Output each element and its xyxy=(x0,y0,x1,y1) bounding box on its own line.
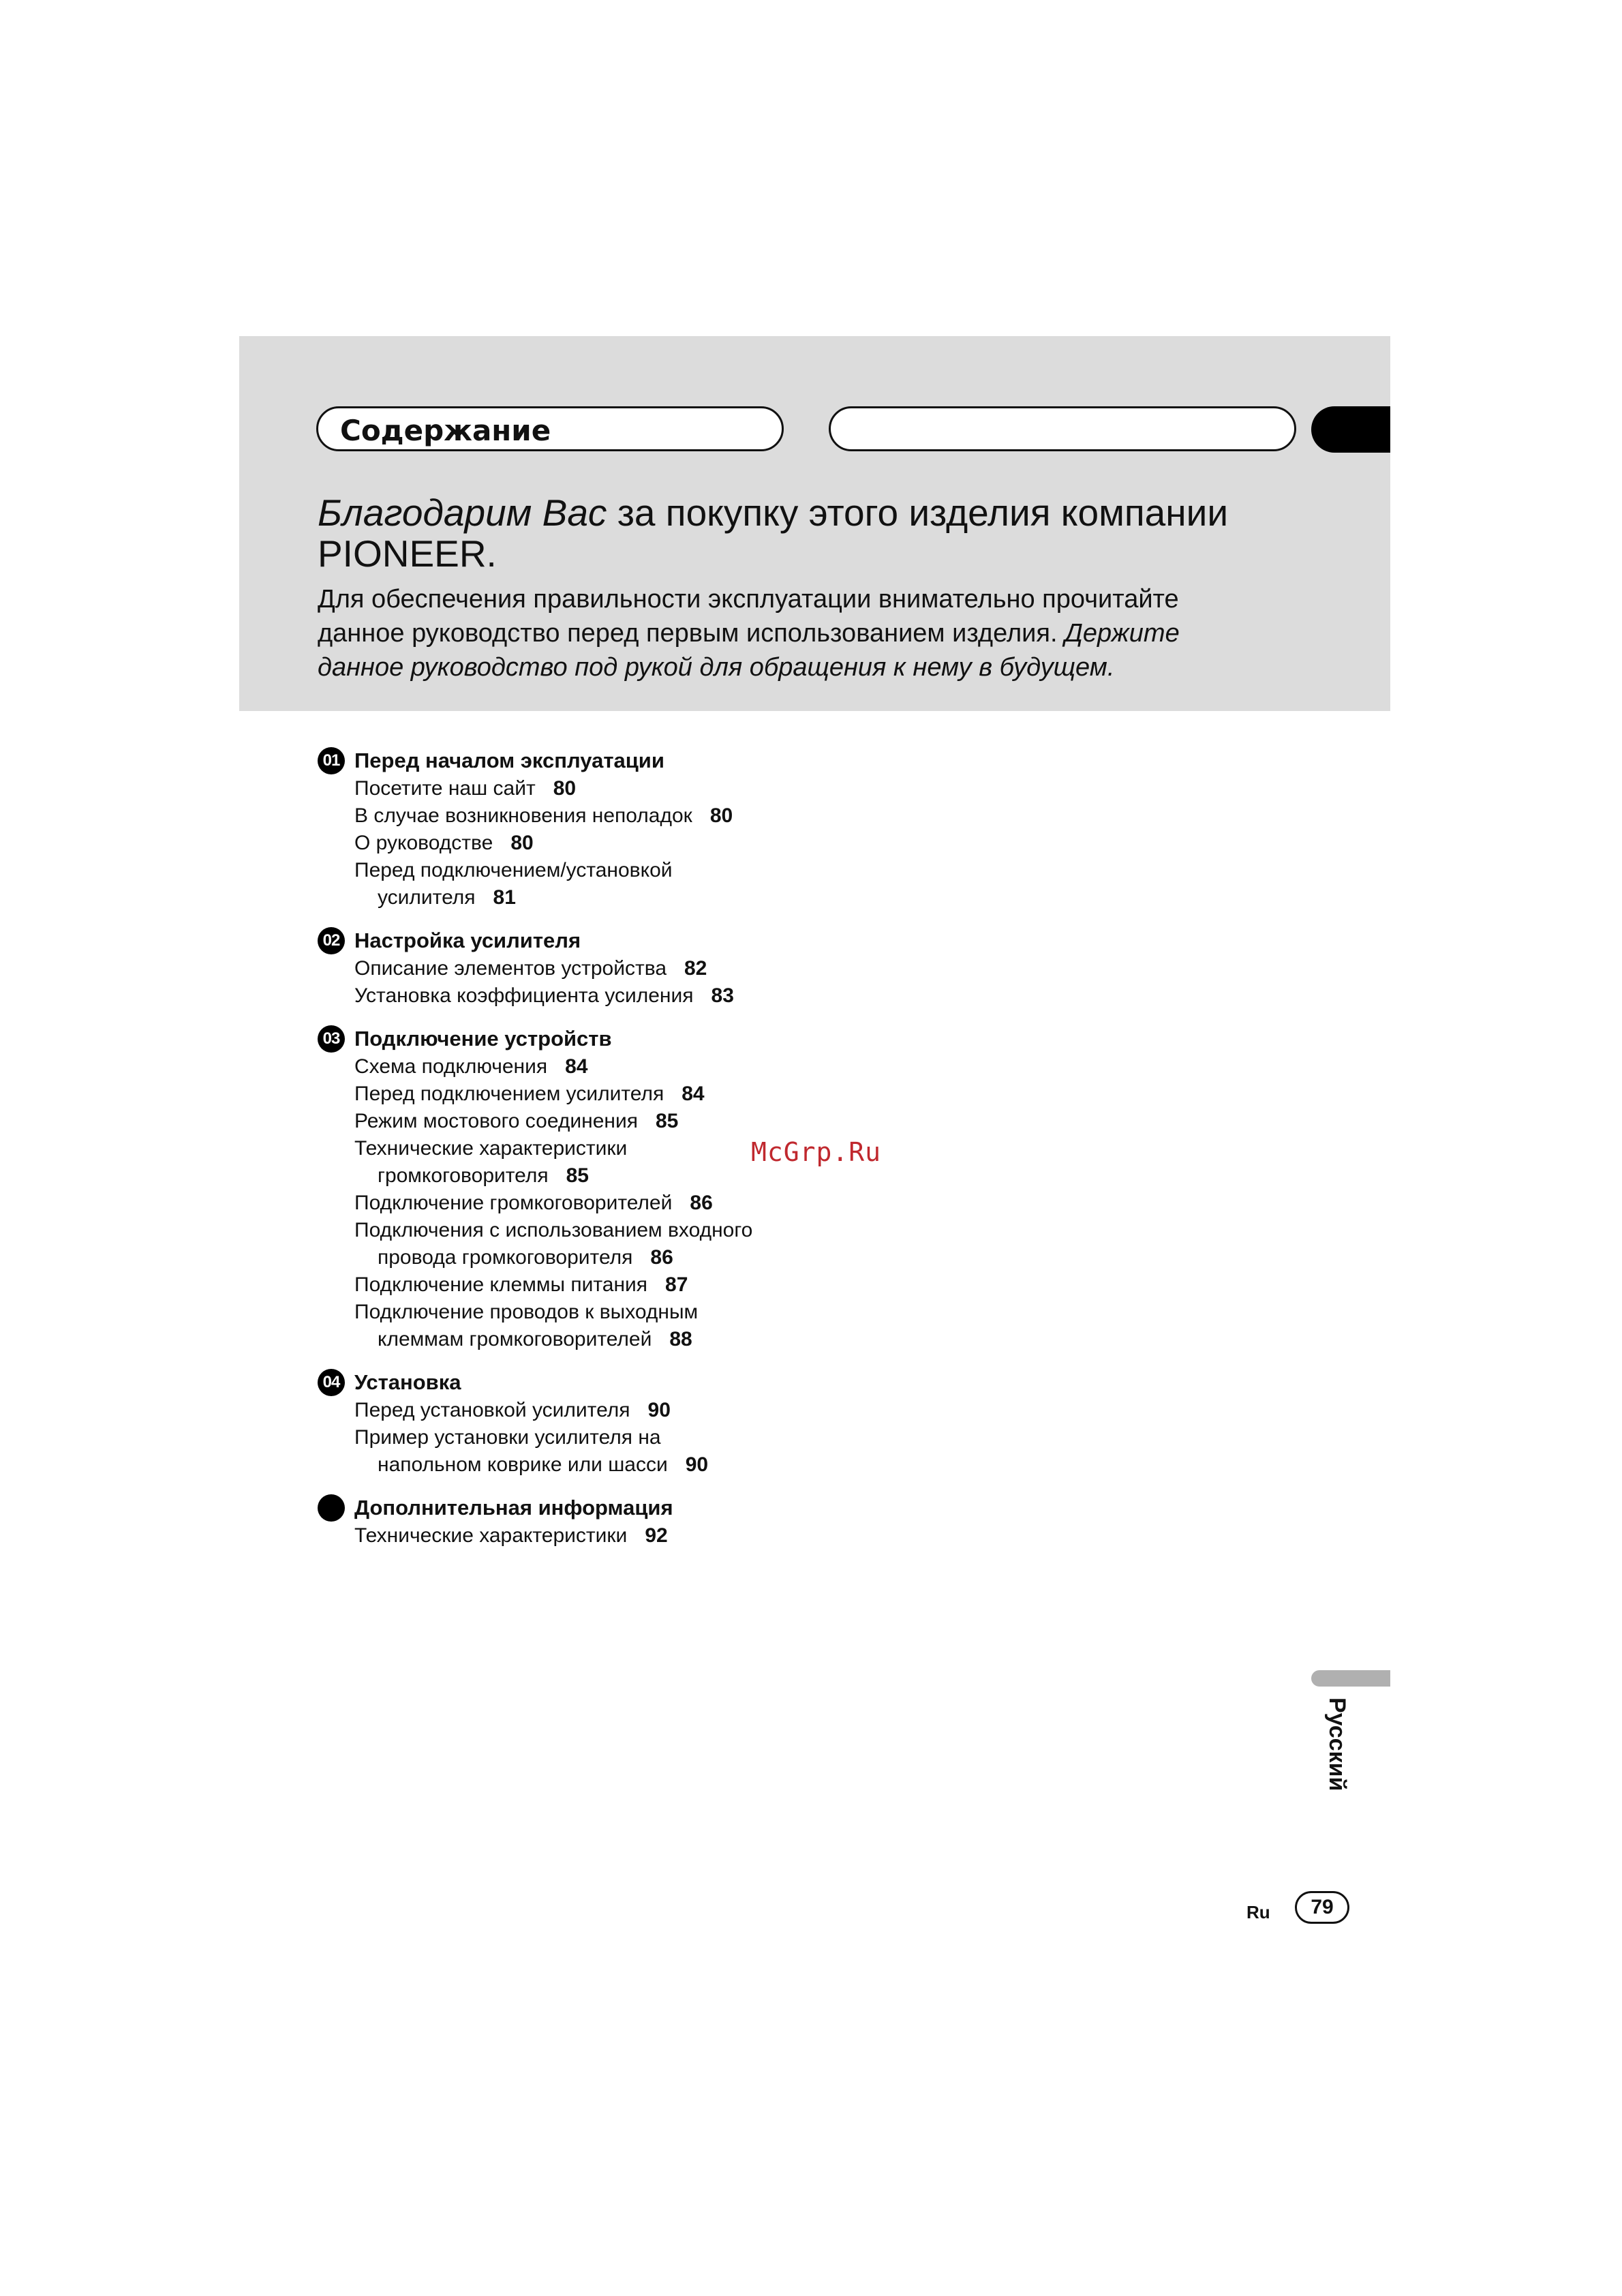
language-label: Русский xyxy=(1324,1697,1350,1792)
toc-entry-page: 80 xyxy=(510,832,534,854)
section-number-badge: 03 xyxy=(318,1025,345,1053)
toc-section xyxy=(318,1368,999,1479)
toc-entry-page: 92 xyxy=(645,1524,668,1547)
toc-entry-page: 90 xyxy=(647,1399,671,1421)
empty-header-pill xyxy=(829,406,1296,451)
toc-entry-page: 84 xyxy=(565,1055,588,1078)
contents-title-pill xyxy=(316,406,784,451)
intro-body-italic: Держите данное руководство под рукой для обращения к нему в будущем. xyxy=(318,619,1180,682)
toc-entry-page: 85 xyxy=(655,1110,679,1132)
toc-entry-page: 83 xyxy=(711,984,734,1007)
toc-entry-label: Перед установкой усилителя xyxy=(354,1399,630,1421)
toc-section-heading[interactable] xyxy=(318,1025,999,1053)
toc-entry-label-continued xyxy=(354,1326,999,1353)
toc-section-title: Дополнительная информация xyxy=(354,1496,673,1520)
toc-entry[interactable] xyxy=(318,1135,999,1190)
toc-entry[interactable] xyxy=(318,1271,999,1299)
section-number-badge: 01 xyxy=(318,747,345,774)
section-number-badge: 02 xyxy=(318,927,345,954)
toc-entry-page: 80 xyxy=(709,804,733,827)
toc-entry-page: 86 xyxy=(690,1192,713,1214)
toc-section-heading[interactable] xyxy=(318,926,999,955)
toc-section xyxy=(318,746,999,911)
intro-heading xyxy=(318,492,1340,574)
toc-entry-label-line2: усилителя xyxy=(378,886,476,909)
toc-entry-label-line2: клеммам громкоговорителей xyxy=(378,1328,652,1350)
toc-entry[interactable] xyxy=(318,1108,999,1135)
toc-entry-page: 87 xyxy=(665,1273,688,1296)
toc-entry[interactable] xyxy=(318,982,999,1010)
toc-entry-label: Технические характеристики xyxy=(354,1524,628,1547)
toc-entry[interactable] xyxy=(318,1397,999,1424)
toc-entry[interactable] xyxy=(318,955,999,982)
toc-section-title: Установка xyxy=(354,1370,461,1394)
table-of-contents xyxy=(318,746,999,1565)
section-tab-marker xyxy=(1311,406,1390,453)
toc-entry-label: В случае возникновения неполадок xyxy=(354,804,692,827)
toc-entry-label: Описание элементов устройства xyxy=(354,957,667,980)
watermark: McGrp.Ru xyxy=(751,1137,882,1167)
toc-entry-label: Перед подключением/установкой xyxy=(354,859,673,881)
toc-section-title: Перед началом эксплуатации xyxy=(354,749,664,772)
toc-entry-label: Пример установки усилителя на xyxy=(354,1426,661,1449)
toc-section-heading[interactable] xyxy=(318,746,999,775)
toc-entry-label: Подключение проводов к выходным xyxy=(354,1301,699,1323)
toc-entry-label: Технические характеристики xyxy=(354,1137,628,1160)
language-tab-bar xyxy=(1311,1670,1390,1687)
intro-heading-rest: за покупку этого изделия компании PIONEER. xyxy=(318,492,1229,575)
toc-entry-label: Схема подключения xyxy=(354,1055,548,1078)
intro-heading-italic: Благодарим Вас xyxy=(318,492,607,534)
section-number-badge xyxy=(318,1494,345,1522)
toc-entry-label: Установка коэффициента усиления xyxy=(354,984,694,1007)
toc-entry-label: Подключение громкоговорителей xyxy=(354,1192,673,1214)
toc-entry-label: Посетите наш сайт xyxy=(354,777,536,800)
intro-body xyxy=(318,582,1272,684)
language-code: Ru xyxy=(1246,1902,1270,1922)
page-number: 79 xyxy=(1295,1891,1349,1924)
toc-entry-label: Режим мостового соединения xyxy=(354,1110,638,1132)
toc-entry[interactable] xyxy=(318,1190,999,1217)
toc-entry[interactable] xyxy=(318,1081,999,1108)
toc-entry-label-line2: громкоговорителя xyxy=(378,1164,549,1187)
toc-entry-page: 90 xyxy=(685,1453,709,1476)
toc-section-title: Подключение устройств xyxy=(354,1027,612,1051)
toc-entry-page: 86 xyxy=(650,1246,673,1269)
toc-entry-label: Подключения с использованием входного xyxy=(354,1219,753,1241)
toc-entry-label: О руководстве xyxy=(354,832,493,854)
toc-section xyxy=(318,1494,999,1550)
toc-entry-label-continued xyxy=(354,1162,999,1190)
contents-title: Содержание xyxy=(340,414,551,447)
toc-entry[interactable] xyxy=(318,1217,999,1271)
toc-entry-label-continued xyxy=(354,1244,999,1271)
toc-entry[interactable] xyxy=(318,1424,999,1479)
toc-entry[interactable] xyxy=(318,1522,999,1550)
toc-entry[interactable] xyxy=(318,1299,999,1353)
toc-entry-page: 88 xyxy=(669,1328,692,1350)
toc-entry-page: 84 xyxy=(682,1083,705,1105)
toc-entry-label-continued xyxy=(354,1451,999,1479)
toc-section xyxy=(318,926,999,1010)
toc-section-heading[interactable] xyxy=(318,1494,999,1522)
toc-entry[interactable] xyxy=(318,857,999,911)
toc-section-heading[interactable] xyxy=(318,1368,999,1397)
toc-entry[interactable] xyxy=(318,802,999,830)
toc-entry-label-continued xyxy=(354,884,999,911)
toc-entry[interactable] xyxy=(318,830,999,857)
toc-entry[interactable] xyxy=(318,775,999,802)
intro-body-text: Для обеспечения правильности эксплуатации внимательно прочитайте данное руководство перед первым использованием изделия. xyxy=(318,585,1179,648)
toc-entry-page: 81 xyxy=(493,886,516,909)
toc-entry[interactable] xyxy=(318,1053,999,1081)
toc-entry-page: 80 xyxy=(553,777,577,800)
toc-entry-label-line2: напольном коврике или шасси xyxy=(378,1453,668,1476)
toc-entry-label: Перед подключением усилителя xyxy=(354,1083,664,1105)
toc-entry-label-line2: провода громкоговорителя xyxy=(378,1246,633,1269)
section-number-badge: 04 xyxy=(318,1369,345,1396)
toc-entry-label: Подключение клеммы питания xyxy=(354,1273,648,1296)
toc-entry-page: 85 xyxy=(566,1164,589,1187)
toc-entry-page: 82 xyxy=(684,957,707,980)
toc-section xyxy=(318,1025,999,1353)
toc-section-title: Настройка усилителя xyxy=(354,928,581,952)
